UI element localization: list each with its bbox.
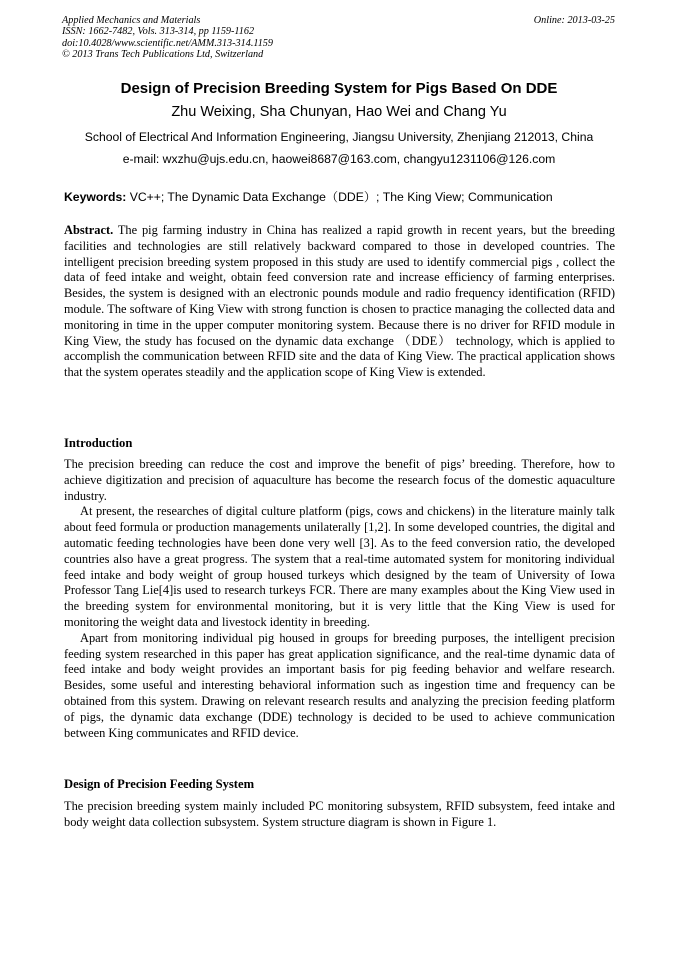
doi-line: doi:10.4028/www.scientific.net/AMM.313-314.1159 xyxy=(62,37,273,49)
section-heading-design: Design of Precision Feeding System xyxy=(64,777,255,791)
abstract-text: The pig farming industry in China has realized a rapid growth in recent years, but the breeding facilities and technologies are still relatively backward compared to those in developed countries. The intelligent precision breeding system proposed in this study are used to identify commercial pigs , collect the data of feed intake and weight, obtain feed conversion rate and increase efficiency of farming enterprises. Besides, the system is designed with an electronic pounds module and radio frequency identification (RFID) module. The software of King View with strong function is chosen to practice managing the collected data and monitoring in time in the upper computer monitoring system. Because there is no driver for RFID module in King View, the study has focused on the dynamic data exchange （DDE） technology, which is applied to accomplish the communication between RFID site and the data of King View. The practical application shows that the system operates steadily and the application scope of King View is extended. xyxy=(64,223,615,380)
issn-line: ISSN: 1662-7482, Vols. 313-314, pp 1159-1162 xyxy=(62,26,255,38)
paragraph: The precision breeding system mainly included PC monitoring subsystem, RFID subsystem, feed intake and body weight data collection subsystem. System structure diagram is shown in Figure 1. xyxy=(64,799,615,829)
abstract xyxy=(64,223,615,381)
paper-affiliation: School of Electrical And Information Engineering, Jiangsu University, Zhenjiang 212013, China xyxy=(84,130,594,144)
online-date: Online: 2013-03-25 xyxy=(533,15,615,26)
section-heading-introduction: Introduction xyxy=(64,436,133,450)
keywords xyxy=(64,188,616,205)
design-body xyxy=(64,799,615,831)
keywords-text: VC++; The Dynamic Data Exchange（DDE）; The King View; Communication xyxy=(126,190,553,204)
paragraph: The precision breeding can reduce the cost and improve the benefit of pigs’ breeding. Therefore, how to achieve digitization and precision of aquaculture has become the research focus of the domestic aquaculture industry. xyxy=(64,457,615,503)
copyright-line: © 2013 Trans Tech Publications Ltd, Switzerland xyxy=(62,49,264,61)
abstract-label: Abstract. xyxy=(64,223,114,237)
paper-authors: Zhu Weixing, Sha Chunyan, Hao Wei and Chang Yu xyxy=(171,104,507,120)
keywords-label: Keywords: xyxy=(64,190,127,204)
journal-header xyxy=(62,15,615,61)
introduction-body xyxy=(64,457,615,741)
paragraph: Apart from monitoring individual pig housed in groups for breeding purposes, the intelligent precision feeding system researched in this paper has great application significance, and the real-time dynamic data of feed intake and body weight provides an important basis for pig feeding behavior and welfare research. Besides, some useful and interesting behavioral information such as ingestion time and frequency can be obtained from this system. Drawing on relevant research results and analyzing the precision feeding platform of pigs, the dynamic data exchange (DDE) technology is decided to be used to achieve communication between King communicates and RFID device. xyxy=(64,630,615,740)
paper-title: Design of Precision Breeding System for Pigs Based On DDE xyxy=(120,80,558,97)
journal-name: Applied Mechanics and Materials xyxy=(62,15,201,26)
paper-email: e-mail: wxzhu@ujs.edu.cn, haowei8687@163.com, changyu1231106@126.com xyxy=(122,152,556,166)
paragraph: At present, the researches of digital culture platform (pigs, cows and chickens) in the literature mainly talk about feed formula or production managements unilaterally [1,2]. In some developed countries, the digital and automatic feeding technologies have been done very well [3]. As to the feed conversion ratio, the developed countries also have a great progress. The system that a real-time automated system for monitoring individual feed intake and body weight of group housed turkeys which designed by the team of University of Iowa Professor Tang Lie[4]is used to research turkeys FCR. There are many examples about the King View used in the breeding system for environmental monitoring, but it is very little that the King View is used for monitoring the weight data and livestock identity in breeding. xyxy=(64,504,615,629)
